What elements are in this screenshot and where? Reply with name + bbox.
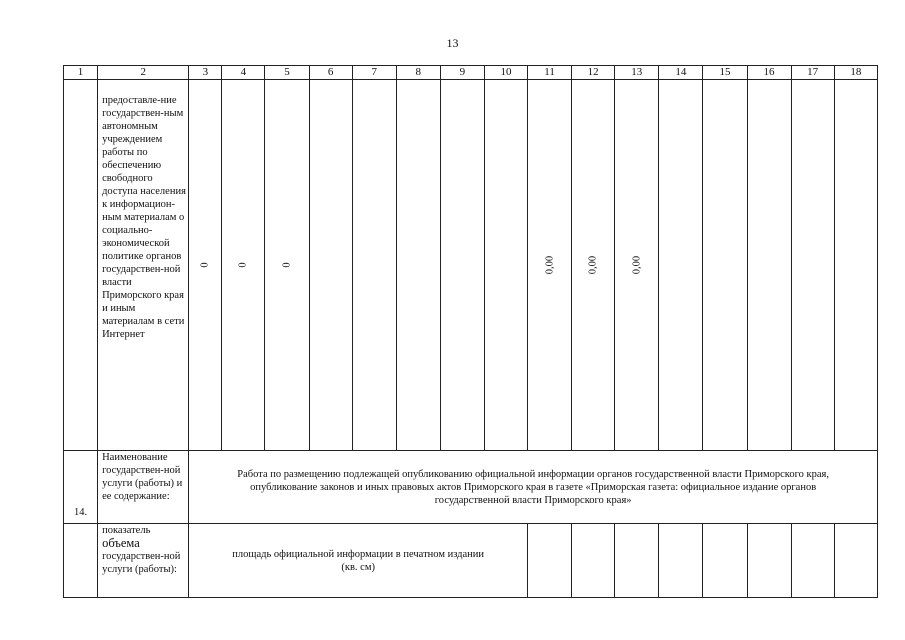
header-cell: 2 xyxy=(98,66,189,80)
empty-cell xyxy=(791,80,834,451)
indicator-label-cell xyxy=(98,524,189,598)
service-label-cell: Наименование государствен-ной услуги (работы) и ее содержание: xyxy=(98,451,189,524)
empty-cell xyxy=(747,80,791,451)
header-cell: 9 xyxy=(440,66,484,80)
indicator-label-line: показатель xyxy=(102,525,151,536)
service-name-line: Работа по размещению подлежащей опубликованию официальной информации органов государственной власти Приморского края, xyxy=(237,468,829,480)
row-number-cell xyxy=(64,80,98,451)
data-table xyxy=(63,65,878,598)
empty-cell xyxy=(747,524,791,598)
header-cell: 11 xyxy=(528,66,572,80)
empty-cell xyxy=(528,524,572,598)
empty-cell xyxy=(484,80,527,451)
header-cell: 18 xyxy=(834,66,877,80)
empty-cell xyxy=(659,524,703,598)
empty-cell xyxy=(659,80,703,451)
value-text: 0,00 xyxy=(544,255,556,275)
header-cell: 3 xyxy=(189,66,222,80)
header-cell: 1 xyxy=(64,66,98,80)
header-cell: 7 xyxy=(352,66,396,80)
value-cell xyxy=(265,80,309,451)
header-cell: 6 xyxy=(309,66,352,80)
header-cell: 8 xyxy=(396,66,440,80)
value-cell xyxy=(572,80,615,451)
table-row xyxy=(64,524,878,598)
header-cell: 13 xyxy=(615,66,659,80)
empty-cell xyxy=(440,80,484,451)
measure-line: (кв. см) xyxy=(341,561,375,573)
measure-line: площадь официальной информации в печатном издании xyxy=(232,548,485,560)
table-row xyxy=(64,451,878,524)
value-text: 0 xyxy=(237,262,249,268)
value-cell xyxy=(615,80,659,451)
indicator-label-line: государствен-ной услуги (работы): xyxy=(102,551,181,575)
header-cell: 5 xyxy=(265,66,309,80)
empty-cell xyxy=(703,524,747,598)
header-cell: 4 xyxy=(222,66,265,80)
header-cell: 17 xyxy=(791,66,834,80)
row-number-cell: 14. xyxy=(64,451,98,524)
page-number: 13 xyxy=(446,36,459,50)
row-number-cell xyxy=(64,524,98,598)
empty-cell xyxy=(309,80,352,451)
service-name-cell xyxy=(189,451,878,524)
header-cell: 10 xyxy=(484,66,527,80)
measure-cell xyxy=(189,524,528,598)
empty-cell xyxy=(352,80,396,451)
header-cell: 12 xyxy=(572,66,615,80)
indicator-label-line: объема xyxy=(102,536,140,550)
value-text: 0,00 xyxy=(587,255,599,275)
header-row xyxy=(64,66,878,80)
header-cell: 14 xyxy=(659,66,703,80)
table-row xyxy=(64,80,878,451)
value-text: 0 xyxy=(199,262,211,268)
empty-cell xyxy=(572,524,615,598)
service-name-line: государственной власти Приморского края» xyxy=(434,494,632,506)
empty-cell xyxy=(615,524,659,598)
service-name-line: опубликование законов и иных правовых актов Приморского края в газете «Приморская газета: официальное издание органов xyxy=(250,481,817,493)
value-text: 0 xyxy=(281,262,293,268)
empty-cell xyxy=(396,80,440,451)
value-cell xyxy=(528,80,572,451)
value-text: 0,00 xyxy=(631,255,643,275)
header-cell: 15 xyxy=(703,66,747,80)
empty-cell xyxy=(834,80,877,451)
service-description-cell: предоставле-ние государствен-ным автономным учреждением работы по обеспечению свободного доступа населения к информацион-ным материалам о социально-экономической политике органов государствен-ной власти Приморского края и иным материалам в сети Интернет xyxy=(98,80,189,451)
empty-cell xyxy=(791,524,834,598)
value-cell xyxy=(222,80,265,451)
empty-cell xyxy=(703,80,747,451)
empty-cell xyxy=(834,524,877,598)
value-cell xyxy=(189,80,222,451)
header-cell: 16 xyxy=(747,66,791,80)
